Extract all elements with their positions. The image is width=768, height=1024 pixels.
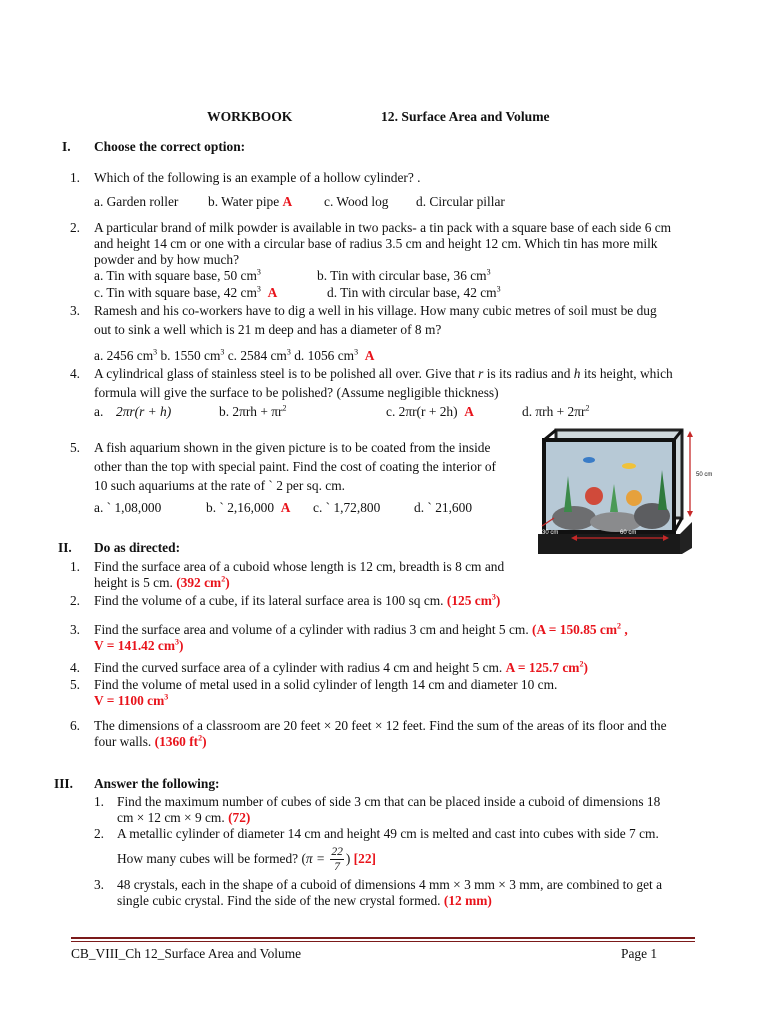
page-number: Page 1 <box>621 946 658 961</box>
q3-line-1: Ramesh and his co-workers have to dig a well in his village. How many cubic metres of soil must be dug <box>94 303 657 318</box>
s2-item-5-line-1: Find the volume of metal used in a solid cylinder of length 14 cm and diameter 10 cm. <box>94 677 558 692</box>
q4-option-d: d. $\pi rh + 2\pi r^2$ <box>522 403 590 419</box>
q4-line-2: formula will give the surface to be polished? (Assume negligible thickness) <box>94 385 499 400</box>
s3-item-3-line-1: 48 crystals, each in the shape of a cuboid of dimensions 4 mm × 3 mm × 3 mm, are combined to get a <box>117 877 663 892</box>
s2-item-3-answer-v: V = 141.42 $cm^3$) <box>94 637 184 653</box>
s3-item-1-line-1: Find the maximum number of cubes of side 3 cm that can be placed inside a cuboid of dimensions 18 <box>117 794 661 809</box>
q1-option-a: a. Garden roller <box>94 194 179 209</box>
s2-item-1-number: 1. <box>69 559 80 574</box>
q2-option-b: b. Tin with circular base, 36 $cm^3$ <box>317 267 491 283</box>
q1-option-c: c. Wood log <box>324 194 389 209</box>
s2-item-3-number: 3. <box>69 622 80 637</box>
s3-item-3-line-2: single cubic crystal. Find the side of the new crystal formed. (12 mm) <box>117 893 492 908</box>
s2-item-2-number: 2. <box>69 593 80 608</box>
footer-rule-thin <box>71 941 695 942</box>
pi-fraction: $\frac{22}{7}$ <box>331 846 343 874</box>
workbook-label: WORKBOOK <box>207 109 293 124</box>
q1-text: Which of the following is an example of a hollow cylinder? . <box>94 170 421 185</box>
q5-line-2: other than the top with special paint. Find the cost of coating the interior of <box>94 459 496 474</box>
s3-item-2-line-1: A metallic cylinder of diameter 14 cm and height 49 cm is melted and cast into cubes with side 7 cm. <box>117 826 659 841</box>
q5-line-1: A fish aquarium shown in the given picture is to be coated from the inside <box>94 440 491 455</box>
s2-item-6-number: 6. <box>69 718 80 733</box>
q4-number: 4. <box>69 366 80 381</box>
aquarium-length-label: 60 cm <box>620 530 637 536</box>
q1-answer-mark: A <box>282 194 293 209</box>
q2-number: 2. <box>69 220 80 235</box>
s3-item-2-line-2: How many cubes will be formed? (π = $\frac{22}{7}$ ) [22] <box>117 846 376 874</box>
q5-option-b: b. ` 2,16,000 A <box>206 500 291 515</box>
q1-number: 1. <box>69 170 80 185</box>
q1-option-d: d. Circular pillar <box>416 194 505 209</box>
q2-option-d: d. Tin with circular base, 42 $cm^3$ <box>327 284 501 300</box>
s2-item-3-line-1: Find the surface area and volume of a cylinder with radius 3 cm and height 5 cm. (A = 150.85 $cm^2$ , <box>94 621 628 637</box>
q2-option-a: a. Tin with square base, 50 $cm^3$ <box>94 267 261 283</box>
q2-option-c: c. Tin with square base, 42 $cm^3$ A <box>94 284 278 300</box>
s2-item-3-answer-a: (A = 150.85 $cm^2$ , <box>532 621 628 637</box>
s2-item-6-line-1: The dimensions of a classroom are 20 feet × 20 feet × 12 feet. Find the sum of the areas of its floor and the <box>94 718 667 733</box>
section-3-title: Answer the following: <box>94 776 220 791</box>
q5-number: 5. <box>69 440 80 455</box>
q3-options: a. 2456 $cm^3$ b. 1550 $cm^3$ c. 2584 $cm^3$ d. 1056 $cm^3$ A <box>94 347 375 363</box>
s3-item-2-answer: [22] <box>353 851 376 866</box>
s3-item-2-number: 2. <box>93 826 104 841</box>
footer-left-text: CB_VIII_Ch 12_Surface Area and Volume <box>71 946 302 961</box>
s3-item-1-answer: (72) <box>228 810 251 825</box>
s3-item-3-number: 3. <box>93 877 104 892</box>
q2-answer-mark: A <box>267 285 278 300</box>
section-2-roman: II. <box>58 540 72 555</box>
chapter-title: 12. Surface Area and Volume <box>381 109 550 124</box>
s2-item-1-answer: (392 $cm^2$) <box>176 574 230 590</box>
s2-item-4-line-1: Find the curved surface area of a cylinder with radius 4 cm and height 5 cm. A = 125.7 $cm^2$) <box>94 659 588 675</box>
s2-item-2-line-1: Find the volume of a cube, if its lateral surface area is 100 sq cm. (125 $cm^3$) <box>94 592 501 608</box>
q3-answer-mark: A <box>364 348 375 363</box>
aquarium-width-label: 30 cm <box>542 530 559 536</box>
s2-item-6-answer: (1360 $ft^2$) <box>154 733 207 749</box>
s2-item-4-answer: A = 125.7 $cm^2$) <box>505 659 588 675</box>
q5-option-d: d. ` 21,600 <box>414 500 473 515</box>
q2-line-1: A particular brand of milk powder is available in two packs- a tin pack with a square base of each side 6 cm <box>94 220 672 235</box>
section-2-title: Do as directed: <box>94 540 181 555</box>
q5-option-c: c. ` 1,72,800 <box>313 500 381 515</box>
q5-option-a: a. ` 1,08,000 <box>94 500 162 515</box>
q4-option-a-label: a. <box>94 404 104 419</box>
section-1-roman: I. <box>62 139 71 154</box>
q5-line-3: 10 such aquariums at the rate of ` 2 per sq. cm. <box>94 478 345 493</box>
q4-option-a: 2πr(r + h) <box>116 404 172 419</box>
q3-line-2: out to sink a well which is 21 m deep and has a diameter of 8 m? <box>94 322 442 337</box>
s3-item-1-line-2: cm × 12 cm × 9 cm. (72) <box>117 810 251 825</box>
s2-item-1-line-1: Find the surface area of a cuboid whose length is 12 cm, breadth is 8 cm and <box>94 559 505 574</box>
s2-item-5-number: 5. <box>69 677 80 692</box>
s2-item-5-answer: V = 1100 $cm^3$ <box>94 692 169 708</box>
aquarium-height-label: 50 cm <box>696 472 713 478</box>
q4-option-c: c. 2πr(r + 2h) A <box>386 404 474 419</box>
q4-answer-mark: A <box>464 404 474 419</box>
q3-number: 3. <box>69 303 80 318</box>
q1-option-b: b. Water pipe A <box>208 194 293 209</box>
s2-item-1-line-2: height is 5 cm. (392 $cm^2$) <box>94 574 230 590</box>
section-1-title: Choose the correct option: <box>94 139 246 154</box>
s3-item-1-number: 1. <box>93 794 104 809</box>
s2-item-6-line-2: four walls. (1360 $ft^2$) <box>94 733 207 749</box>
q4-line-1: A cylindrical glass of stainless steel is to be polished all over. Give that r is its radius and h its height, which <box>94 366 673 381</box>
aquarium-image <box>534 426 716 558</box>
q2-line-2: and height 14 cm or one with a circular base of radius 3.5 cm and height 12 cm. Which tin has more milk <box>94 236 658 251</box>
s2-item-2-answer: (125 $cm^3$) <box>446 592 501 608</box>
section-3-roman: III. <box>54 776 73 791</box>
q4-option-b: b. $2\pi rh + \pi r^2$ <box>219 403 287 419</box>
q5-answer-mark: A <box>280 500 291 515</box>
s2-item-4-number: 4. <box>69 660 80 675</box>
footer-rule-thick <box>71 937 695 939</box>
s3-item-3-answer: (12 mm) <box>443 893 492 908</box>
q2-line-3: powder and by how much? <box>94 252 240 267</box>
